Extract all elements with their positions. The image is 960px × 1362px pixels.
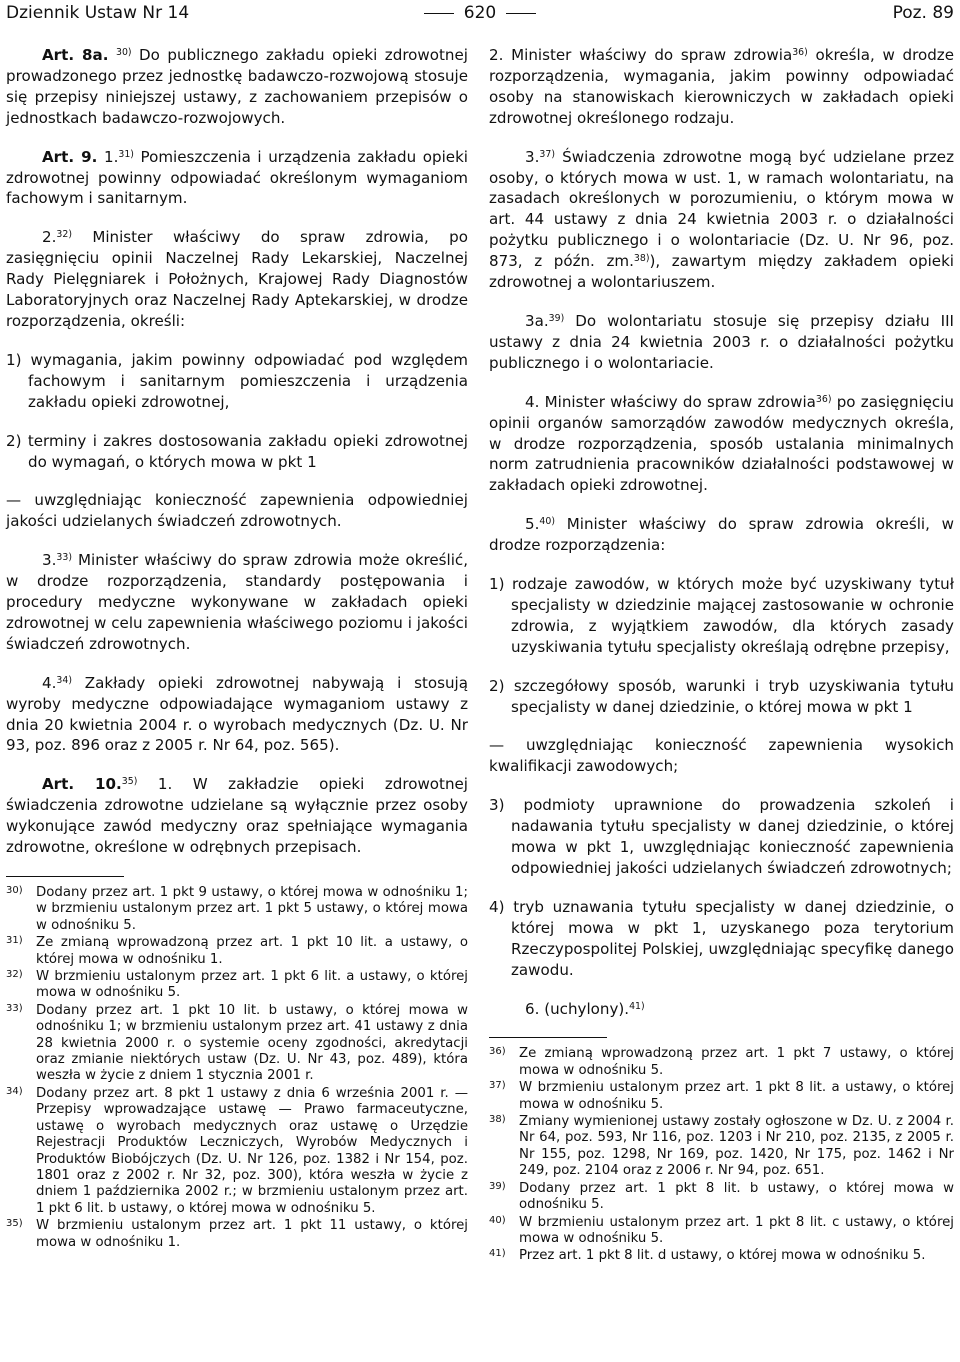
list-item: 1) wymagania, jakim powinny odpowiadać pod względem fachowym i sanitarnym pomieszczenia i urządzenia zakładu opieki zdrowotnej, [6,350,468,411]
footnote-text: W brzmieniu ustalonym przez art. 1 pkt 11 ustawy, o której mowa w odnośniku 1. [36,1218,468,1250]
footnotes-right [489,1046,954,1264]
left-column [6,45,468,1252]
footnote-text: Dodany przez art. 1 pkt 8 lit. b ustawy, o której mowa w odnośniku 5. [519,1180,954,1213]
article-8a: Art. 8a. $^{30)}$ Do publicznego zakładu opieki zdrowotnej prowadzonego przez jednostkę badawczo-rozwojową stosuje się przepisy niniejszej ustawy, z zachowaniem przepisów o jednostkach badawczo-rozwojowych. [6,46,468,127]
article-10-par-3a: 3a.$^{39)}$ Do wolontariatu stosuje się przepisy działu III ustawy z dnia 24 kwietnia 2003 r. o działalności pożytku publicznego i o wolontariacie. [489,311,954,372]
footnote-number: 35) [6,1218,23,1230]
footnote-text: W brzmieniu ustalonym przez art. 1 pkt 8 lit. a ustawy, o której mowa w odnośniku 5. [519,1080,954,1112]
footnote-text: Ze zmianą wprowadzoną przez art. 1 pkt 10 lit. a ustawy, o której mowa w odnośniku 1. [36,935,468,967]
article-9-par-3: 3.$^{33)}$ Minister właściwy do spraw zdrowia może określić, w drodze rozporządzenia, standardy postępowania i procedury medyczne wykonywane w zakładach opieki zdrowotnej w celu zapewnienia właściwego poziomu i jakości świadczeń zdrowotnych. [6,551,468,653]
footnote [6,885,468,934]
footnote-text: Dodany przez art. 1 pkt 9 ustawy, o której mowa w odnośniku 1; w brzmieniu ustalonym przez art. 1 pkt 5 ustawy, o której mowa w odnośniku 5. [36,885,468,933]
list-item: 2) terminy i zakres dostosowania zakładu opieki zdrowotnej do wymagań, o których mowa w pkt 1 [6,431,468,471]
position-number: Poz. 89 [892,3,954,23]
list-item: 2) szczegółowy sposób, warunki i tryb uzyskiwania tytułu specjalisty w danej dziedzinie, o której mowa w pkt 1 [489,676,954,716]
journal-title: Dziennik Ustaw Nr 14 [6,3,190,23]
footnote-number: 30) [6,885,23,896]
footnote-separator [6,876,124,877]
right-column [489,45,954,1266]
footnote-text: W brzmieniu ustalonym przez art. 1 pkt 6 lit. a ustawy, o której mowa w odnośniku 5. [36,969,468,1001]
footnote-number: 33) [6,1002,23,1014]
footnote [489,1046,954,1079]
footnote [6,1218,468,1251]
footnote-number: 39) [489,1180,506,1192]
footnote-text: Przez art. 1 pkt 8 lit. d ustawy, o której mowa w odnośniku 5. [519,1248,926,1264]
footnote [489,1114,954,1180]
footnote [6,1003,468,1085]
list-item: 3) podmioty uprawnione do prowadzenia szkoleń i nadawania tytułu specjalisty w danej dziedzinie, o której mowa w pkt 1, uwzględniając konieczność zapewnienia odpowiedniej jakości udzielanych świadczeń zdrowotnych; [489,796,954,877]
dash-clause: — uwzględniając konieczność zapewnienia wysokich kwalifikacji zawodowych; [489,736,954,776]
footnote [489,1215,954,1248]
footnote-text: W brzmieniu ustalonym przez art. 1 pkt 8 lit. c ustawy, o której mowa w odnośniku 5. [519,1214,954,1246]
list-item: 4) tryb uznawania tytułu specjalisty w danej dziedzinie, o której mowa w pkt 1, uzyskanego poza terytorium Rzeczypospolitej Polskiej, uwzględniając specyfikę danego zawodu. [489,897,954,979]
article-10-par-3: 3.$^{37)}$ Świadczenia zdrowotne mogą być udzielane przez osoby, o których mowa w ust. 1, w ramach wolontariatu, na zasadach określonych w porozumieniu, o którym mowa w art. 44 ustawy z dnia 24 kwietnia 2003 r. o działalności pożytku publicznego i o wolontariacie (Dz. U. Nr 96, poz. 873, z późn. zm.$^{38)}$), zawartym między zakładem opieki zdrowotnej a wolontariuszem. [489,147,955,292]
article-10-par-2: 2. Minister właściwy do spraw zdrowia$^{36)}$ określa, w drodze rozporządzenia, wymagania, jakim powinny odpowiadać osoby na stanowiskach kierowniczych w zakładach opieki zdrowotnej określonego rodzaju. [489,46,954,127]
article-10-par-4: 4. Minister właściwy do spraw zdrowia$^{36)}$ po zasięgnięciu opinii organów samorządów zawodów medycznych określa, w drodze rozporządzenia, sposób ustalania minimalnych norm zatrudnienia pracowników działalności podstawowej w zakładach opieki zdrowotnej. [489,392,954,495]
article-9-par-1: Art. 9. 1.$^{31)}$ Pomieszczenia i urządzenia zakładu opieki zdrowotnej powinny odpowiadać określonym wymaganiom fachowym i sanitarnym. [6,147,468,208]
article-9-par-4: 4.$^{34)}$ Zakłady opieki zdrowotnej nabywają i stosują wyroby medyczne odpowiadające wymaganiom ustawy z dnia 20 kwietnia 2004 r. o wyrobach medycznych (Dz. U. Nr 93, poz. 896 oraz z 2005 r. Nr 64, poz. 565). [6,673,468,755]
footnote-number: 37) [489,1080,506,1092]
dash-clause: — uwzględniając konieczność zapewnienia odpowiedniej jakości udzielanych świadczeń zdrowotnych. [6,491,468,531]
footnote-text: Dodany przez art. 8 pkt 1 ustawy z dnia 6 września 2001 r. — Przepisy wprowadzające ustawę — Prawo farmaceutyczne, ustawę o wyrobach medycznych oraz ustawę o Urzędzie Rejestracji Produktów Leczniczych, Wyrobów Medycznych i Produktów Biobójczych (Dz. U. Nr 126, poz. 1382 i Nr 154, poz. 1801 oraz z 2002 r. Nr 32, poz. 300), która weszła w życie z dniem 1 października 2002 r.; w brzmieniu ustalonym przez art. 1 pkt 6 lit. b ustawy, o której mowa w odnośniku 5. [36,1085,468,1216]
footnote-number: 40) [489,1214,506,1226]
page-header [6,0,954,28]
footnote-text: Dodany przez art. 1 pkt 10 lit. b ustawy, o której mowa w odnośniku 1; w brzmieniu ustalonym przez art. 41 ustawy z dnia 28 kwietnia 2000 r. o systemie oceny zgodności, akredytacji oraz zmianie niektórych ustaw (Dz. U. Nr 43, poz. 489), która weszła w życie z dniem 1 stycznia 2001 r. [36,1002,468,1084]
list-item: 1) rodzaje zawodów, w których może być uzyskiwany tytuł specjalisty w dziedzinie mającej zastosowanie w ochronie zdrowia, z wyjątkiem zawodów, dla których zasady uzyskiwania tytułu specjalisty określają odrębne przepisy, [489,575,954,656]
article-10-par-6: 6. (uchylony).$^{41)}$ [525,999,645,1018]
footnote [6,969,468,1002]
article-10: Art. 10.$^{35)}$ 1. W zakładzie opieki zdrowotnej świadczenia zdrowotne udzielane są wyłącznie przez osoby wykonujące zawód medyczny oraz spełniające wymagania zdrowotne, określone w odrębnych przepisach. [6,775,468,857]
page-number: 620 [6,2,954,24]
footnote-number: 38) [489,1114,506,1126]
footnote [489,1181,954,1214]
footnote [489,1248,954,1264]
footnote-separator [489,1037,607,1038]
footnotes-left [6,885,468,1251]
article-9-par-2: 2.$^{32)}$ Minister właściwy do spraw zdrowia, po zasięgnięciu opinii Naczelnej Rady Lekarskiej, Naczelnej Rady Pielęgniarek i Położnych, Krajowej Rady Diagnostów Laboratoryjnych oraz Naczelnej Rady Aptekarskiej, w drodze rozporządzenia, określi: [6,228,468,330]
footnote [6,935,468,968]
footnote-number: 36) [489,1046,506,1058]
footnote [6,1086,468,1217]
footnote-text: Zmiany wymienionej ustawy zostały ogłoszone w Dz. U. z 2004 r. Nr 64, poz. 593, Nr 116, poz. 1203 i Nr 210, poz. 2135, z 2005 r. Nr 155, poz. 1298, Nr 169, poz. 1420, Nr 175, poz. 1462 i Nr 249, poz. 2104 oraz z 2006 r. Nr 94, poz. 651. [519,1114,954,1179]
footnote-number: 34) [6,1085,23,1097]
footnote-number: 32) [6,969,23,981]
footnote-number: 31) [6,935,23,947]
footnote-text: Ze zmianą wprowadzoną przez art. 1 pkt 7 ustawy, o której mowa w odnośniku 5. [519,1046,954,1078]
footnote-number: 41) [489,1248,506,1260]
article-10-par-5: 5.$^{40)}$ Minister właściwy do spraw zdrowia określi, w drodze rozporządzenia: [489,515,954,555]
footnote [489,1080,954,1113]
